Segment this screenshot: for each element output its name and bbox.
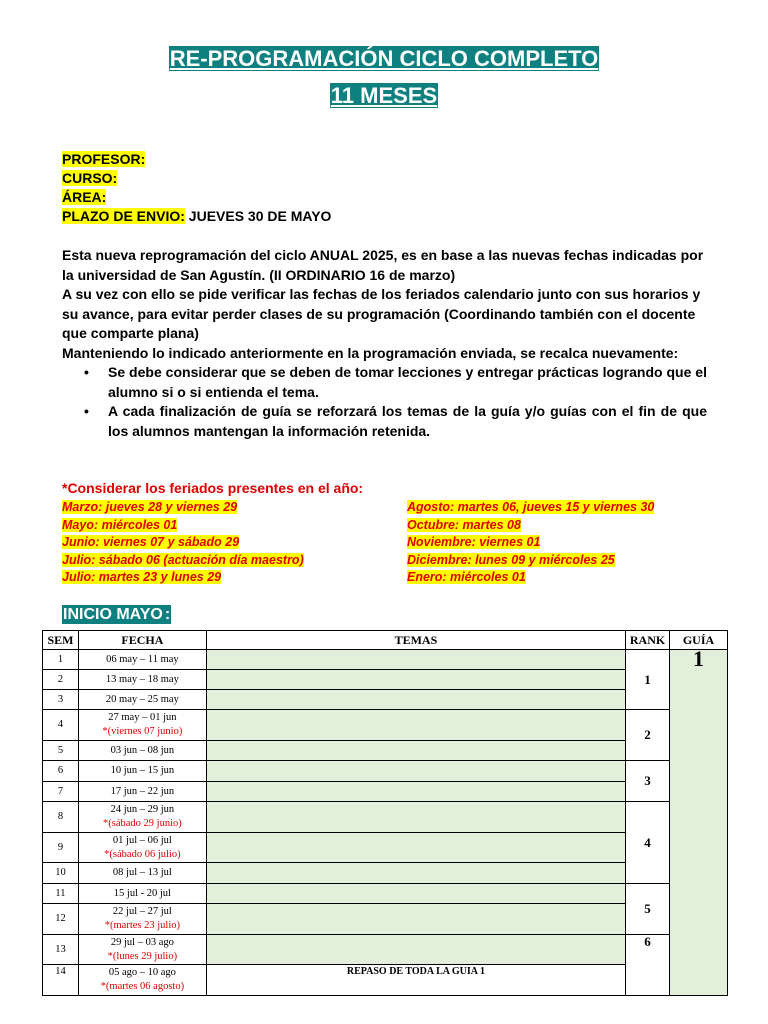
- paragraph-2: A su vez con ello se pide verificar las fechas de los feriados calendario junto con sus horarios y su avance, para evitar perder clases de su programación (Coordinando también con el docente que comparte plana): [62, 286, 701, 341]
- table-row: [43, 710, 728, 741]
- fecha-cell: 01 jul – 06 jul *(sábado 06 julio): [78, 833, 206, 863]
- tema-cell: [206, 741, 625, 761]
- table-row: [43, 670, 728, 690]
- tema-cell: [206, 690, 625, 710]
- sem-cell: 13: [43, 935, 79, 965]
- fecha-cell: 22 jul – 27 jul *(martes 23 julio): [78, 904, 206, 935]
- tema-cell: [206, 904, 625, 935]
- section-heading-inicio: INICIO MAYO :: [63, 606, 171, 623]
- sem-cell: 3: [43, 690, 79, 710]
- table-row: [43, 782, 728, 802]
- tema-cell: [206, 782, 625, 802]
- fecha-cell: 24 jun – 29 jun *(sábado 29 junio): [78, 802, 206, 833]
- fecha-cell: 10 jun – 15 jun: [78, 761, 206, 782]
- feriados-left-column: [62, 499, 304, 587]
- plazo-label: PLAZO DE ENVIO:: [62, 208, 185, 224]
- tema-cell: [206, 650, 625, 670]
- tema-cell: [206, 863, 625, 884]
- table-row: [43, 904, 728, 935]
- list-item: • A cada finalización de guía se reforzará los temas de la guía y/o guías con el fin de que los alumnos mantengan la información retenida.: [62, 402, 707, 441]
- fecha-cell: 29 jul – 03 ago *(lunes 29 julio): [78, 935, 206, 965]
- instruction-list: [62, 363, 707, 441]
- tema-cell: [206, 710, 625, 741]
- table-row: [43, 761, 728, 782]
- table-row: [43, 833, 728, 863]
- sem-cell: 5: [43, 741, 79, 761]
- guia-cell: 1: [670, 650, 728, 996]
- document-title-line1: RE-PROGRAMACIÓN CICLO COMPLETO: [169, 46, 599, 71]
- paragraph-3: Manteniendo lo indicado anteriormente en la programación enviada, se recalca nuevamente:: [62, 344, 679, 361]
- fecha-cell: 05 ago – 10 ago *(martes 06 agosto): [78, 965, 206, 996]
- feriado-item: Junio: viernes 07 y sábado 29: [62, 535, 240, 550]
- table-header-row: [43, 631, 728, 650]
- feriado-item: Julio: sábado 06 (actuación día maestro): [62, 552, 304, 567]
- feriado-item: Marzo: jueves 28 y viernes 29: [62, 500, 238, 514]
- header-rank: RANK: [626, 631, 670, 650]
- feriado-item: Julio: martes 23 y lunes 29: [62, 570, 222, 585]
- document-title-line2: 11 MESES: [330, 83, 438, 108]
- table-row: [43, 863, 728, 884]
- sem-cell: 9: [43, 833, 79, 863]
- table-row: [43, 690, 728, 710]
- profesor-label: PROFESOR:: [62, 151, 146, 167]
- rank-cell: 5: [626, 884, 670, 935]
- feriado-item: Octubre: martes 08: [407, 517, 521, 532]
- curso-label: CURSO:: [62, 170, 118, 186]
- instructions: [62, 246, 707, 441]
- header-temas: TEMAS: [206, 631, 625, 650]
- tema-cell: [206, 935, 625, 965]
- plazo-value: JUEVES 30 DE MAYO: [184, 208, 332, 224]
- feriados-title: *Considerar los feriados presentes en el año:: [62, 480, 364, 496]
- tema-cell: [206, 802, 625, 833]
- feriado-item: Diciembre: lunes 09 y miércoles 25: [407, 552, 615, 567]
- table-row: [43, 802, 728, 833]
- header-guia: GUÍA: [670, 631, 728, 650]
- feriados-right-column: [407, 499, 654, 587]
- fecha-cell: 03 jun – 08 jun: [78, 741, 206, 761]
- area-label: ÁREA:: [62, 189, 107, 205]
- rank-cell: 3: [626, 761, 670, 802]
- tema-cell: [206, 761, 625, 782]
- tema-cell: [206, 833, 625, 863]
- tema-cell: [206, 670, 625, 690]
- header-fecha: FECHA: [78, 631, 206, 650]
- sem-cell: 2: [43, 670, 79, 690]
- feriado-item: Enero: miércoles 01: [407, 570, 526, 585]
- sem-cell: 7: [43, 782, 79, 802]
- fecha-cell: 13 may – 18 may: [78, 670, 206, 690]
- header-fields: [62, 150, 331, 226]
- feriado-item: Noviembre: viernes 01: [407, 535, 541, 550]
- sem-cell: 6: [43, 761, 79, 782]
- sem-cell: 8: [43, 802, 79, 833]
- fecha-cell: 17 jun – 22 jun: [78, 782, 206, 802]
- fecha-cell: 08 jul – 13 jul: [78, 863, 206, 884]
- table-row: [43, 741, 728, 761]
- paragraph-1: Esta nueva reprogramación del ciclo ANUAL 2025, es en base a las nuevas fechas indicadas por la universidad de San Agustín. (II ORDINARIO 16 de marzo): [62, 247, 704, 283]
- table-row: [43, 884, 728, 904]
- sem-cell: 1: [43, 650, 79, 670]
- header-sem: SEM: [43, 631, 79, 650]
- fecha-cell: 06 may – 11 may: [78, 650, 206, 670]
- table-row: [43, 935, 728, 965]
- sem-cell: 4: [43, 710, 79, 741]
- rank-cell: 6: [626, 935, 670, 996]
- fecha-cell: 27 may – 01 jun *(viernes 07 junio): [78, 710, 206, 741]
- table-row: [43, 965, 728, 996]
- repaso-cell: REPASO DE TODA LA GUIA 1: [206, 965, 625, 996]
- rank-cell: 1: [626, 650, 670, 710]
- rank-cell: 2: [626, 710, 670, 761]
- sem-cell: 12: [43, 904, 79, 935]
- sem-cell: 14: [43, 965, 79, 996]
- table-row: [43, 650, 728, 670]
- fecha-cell: 15 jul - 20 jul: [78, 884, 206, 904]
- feriado-item: Mayo: miércoles 01: [62, 517, 178, 532]
- sem-cell: 11: [43, 884, 79, 904]
- fecha-cell: 20 may – 25 may: [78, 690, 206, 710]
- list-item: • Se debe considerar que se deben de tomar lecciones y entregar prácticas logrando que el alumno si o si entienda el tema.: [62, 363, 707, 402]
- tema-cell: [206, 884, 625, 904]
- rank-cell: 4: [626, 802, 670, 884]
- feriado-item: Agosto: martes 06, jueves 15 y viernes 30: [407, 500, 655, 514]
- schedule-table: [42, 630, 728, 996]
- sem-cell: 10: [43, 863, 79, 884]
